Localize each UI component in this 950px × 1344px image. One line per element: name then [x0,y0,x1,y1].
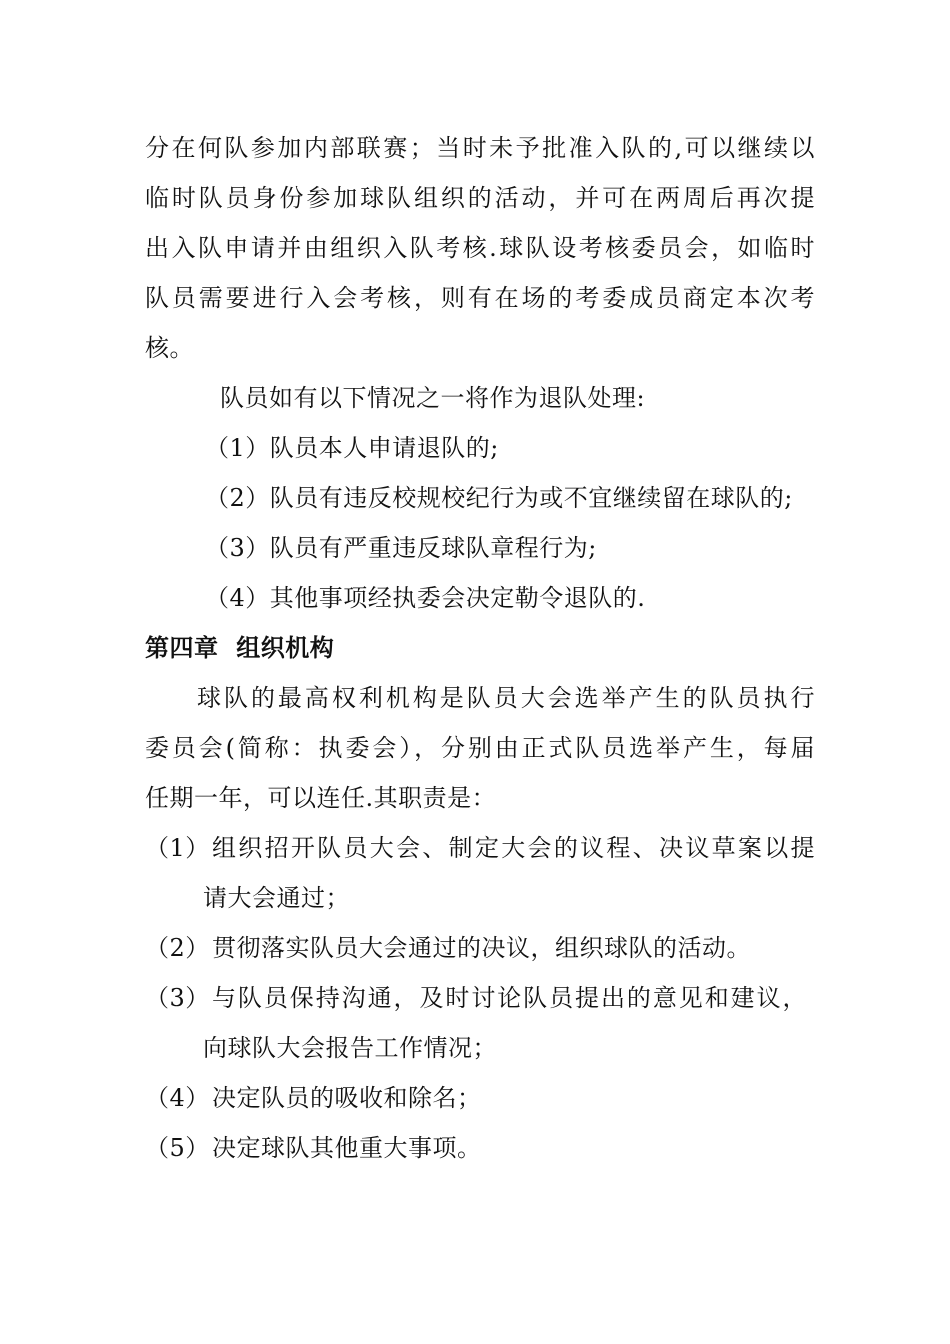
withdrawal-item: （1）队员本人申请退队的; [205,434,499,462]
duty-number: （5） [145,1134,210,1162]
paragraph-line: 球队的最高权利机构是队员大会选举产生的队员执行 [197,684,815,712]
duty-text: 决定队员的吸收和除名； [212,1084,482,1112]
paragraph-line: 委员会(简称：执委会），分别由正式队员选举产生，每届 [145,734,815,762]
paragraph-line: 出入队申请并由组织入队考核.球队设考核委员会，如临时 [145,234,815,262]
duty-text: 组织招开队员大会、制定大会的议程、决议草案以提 [212,834,815,862]
paragraph-line: 临时队员身份参加球队组织的活动，并可在两周后再次提 [145,184,815,212]
duty-text: 决定球队其他重大事项。 [212,1134,482,1162]
paragraph-line: 任期一年，可以连任.其职责是： [145,784,497,812]
paragraph-line: 核。 [145,334,194,362]
duty-number: （4） [145,1084,210,1112]
duty-text: 贯彻落实队员大会通过的决议，组织球队的活动。 [212,934,751,962]
chapter-heading: 第四章 组织机构 [145,633,335,662]
withdrawal-item: （2）队员有违反校规校纪行为或不宜继续留在球队的; [205,484,793,512]
duty-text: 请大会通过； [203,884,350,912]
withdrawal-item: （4）其他事项经执委会决定勒令退队的. [205,584,646,612]
duty-number: （1） [145,834,210,862]
withdrawal-item: （3）队员有严重违反球队章程行为; [205,534,597,562]
duty-text: 向球队大会报告工作情况； [203,1034,497,1062]
duty-text: 与队员保持沟通，及时讨论队员提出的意见和建议， [212,984,807,1012]
withdrawal-intro: 队员如有以下情况之一将作为退队处理: [220,384,646,412]
duty-number: （2） [145,934,210,962]
paragraph-line: 分在何队参加内部联赛；当时未予批准入队的,可以继续以 [145,134,815,162]
duty-number: （3） [145,984,210,1012]
paragraph-line: 队员需要进行入会考核，则有在场的考委成员商定本次考 [145,284,815,312]
